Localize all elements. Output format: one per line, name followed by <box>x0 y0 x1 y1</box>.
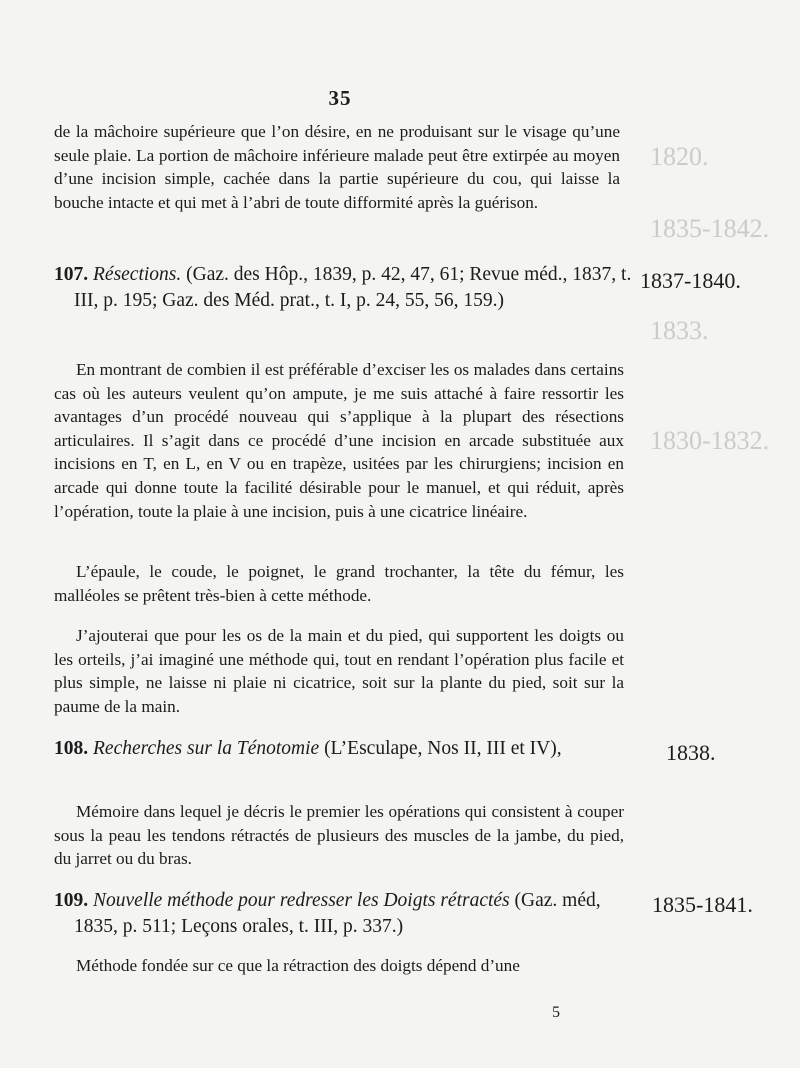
entry-title: Résections. <box>93 264 182 285</box>
entry-heading <box>54 888 644 940</box>
entry-title: Nouvelle méthode pour redresser les Doigts rétractés <box>93 890 510 911</box>
entry-paragraph: Mémoire dans lequel je décris le premier les opérations qui consistent à couper sous la peau les tendons rétractés de plusieurs des muscles de la jambe, du pied, du jarret ou du bras. <box>54 802 624 869</box>
signature-mark: 5 <box>552 1004 560 1021</box>
entry-paragraph: J’ajouterai que pour les os de la main et du pied, qui supportent les doigts ou les orteils, j’ai imaginé une méthode qui, tout en rendant l’opération plus facile et plus simple, ne laisse ni plaie ni cicatrice, soit sur la plante du pied, soit sur la paume de la main. <box>54 626 624 716</box>
entry-years: 1837-1840. <box>640 268 741 293</box>
entry-heading <box>54 736 644 762</box>
intro-paragraph: de la mâchoire supérieure que l’on désire, en ne produisant sur le visage qu’une seule plaie. La portion de mâchoire inférieure malade peut être extirpée au moyen d’une incision simple, cachée dans la partie supérieure du cou, qui laisse la bouche intacte et qui met à l’abri de toute difformité après la guérison. <box>54 122 620 212</box>
page-number: 35 <box>328 86 352 110</box>
entry-paragraph: L’épaule, le coude, le poignet, le grand trochanter, la tête du fémur, les malléoles se prêtent très-bien à cette méthode. <box>54 562 624 605</box>
entry-title: Recherches sur la Ténotomie <box>93 738 320 759</box>
entry-paragraph: Méthode fondée sur ce que la rétraction des doigts dépend d’une <box>76 956 520 975</box>
entry-years: 1835-1841. <box>652 892 753 917</box>
entry-reference: (Gaz. des Hôp., 1839, p. 42, 47, 61; Revue méd., 1837, t. III, p. 195; Gaz. des Méd. prat., t. I, p. 24, 55, 56, 159.) <box>74 264 632 311</box>
entry-reference: (L’Esculape, Nos II, III et IV), <box>324 738 562 759</box>
entry-years: 1838. <box>666 740 716 765</box>
entry-paragraph: En montrant de combien il est préférable d’exciser les os malades dans certains cas où les auteurs veulent qu’on ampute, je me suis attaché à faire ressortir les avantages d’un procédé nouveau qui s’applique à la plupart des résections articulaires. Il s’agit dans ce procédé d’une incision en arcade substituée aux incisions en T, en L, en V ou en trapèze, usitées par les chirurgiens; incision en arcade qui donne toute la facilité désirable pour le manuel, et qui réduit, après l’opération, toute la plaie à une incision, puis à une cicatrice linéaire. <box>54 360 624 521</box>
bleed-through-year: 1835-1842. <box>650 214 770 243</box>
bleed-through-year: 1830-1832. <box>650 426 770 455</box>
bleed-through-year: 1833. <box>650 316 709 345</box>
entry-heading <box>54 262 644 314</box>
entry-number: 108. <box>54 738 89 759</box>
entry-reference: (Gaz. méd, 1835, p. 511; Leçons orales, t. III, p. 337.) <box>74 890 601 937</box>
entry-number: 107. <box>54 264 89 285</box>
entry-number: 109. <box>54 890 89 911</box>
bleed-through-year: 1820. <box>650 142 709 171</box>
